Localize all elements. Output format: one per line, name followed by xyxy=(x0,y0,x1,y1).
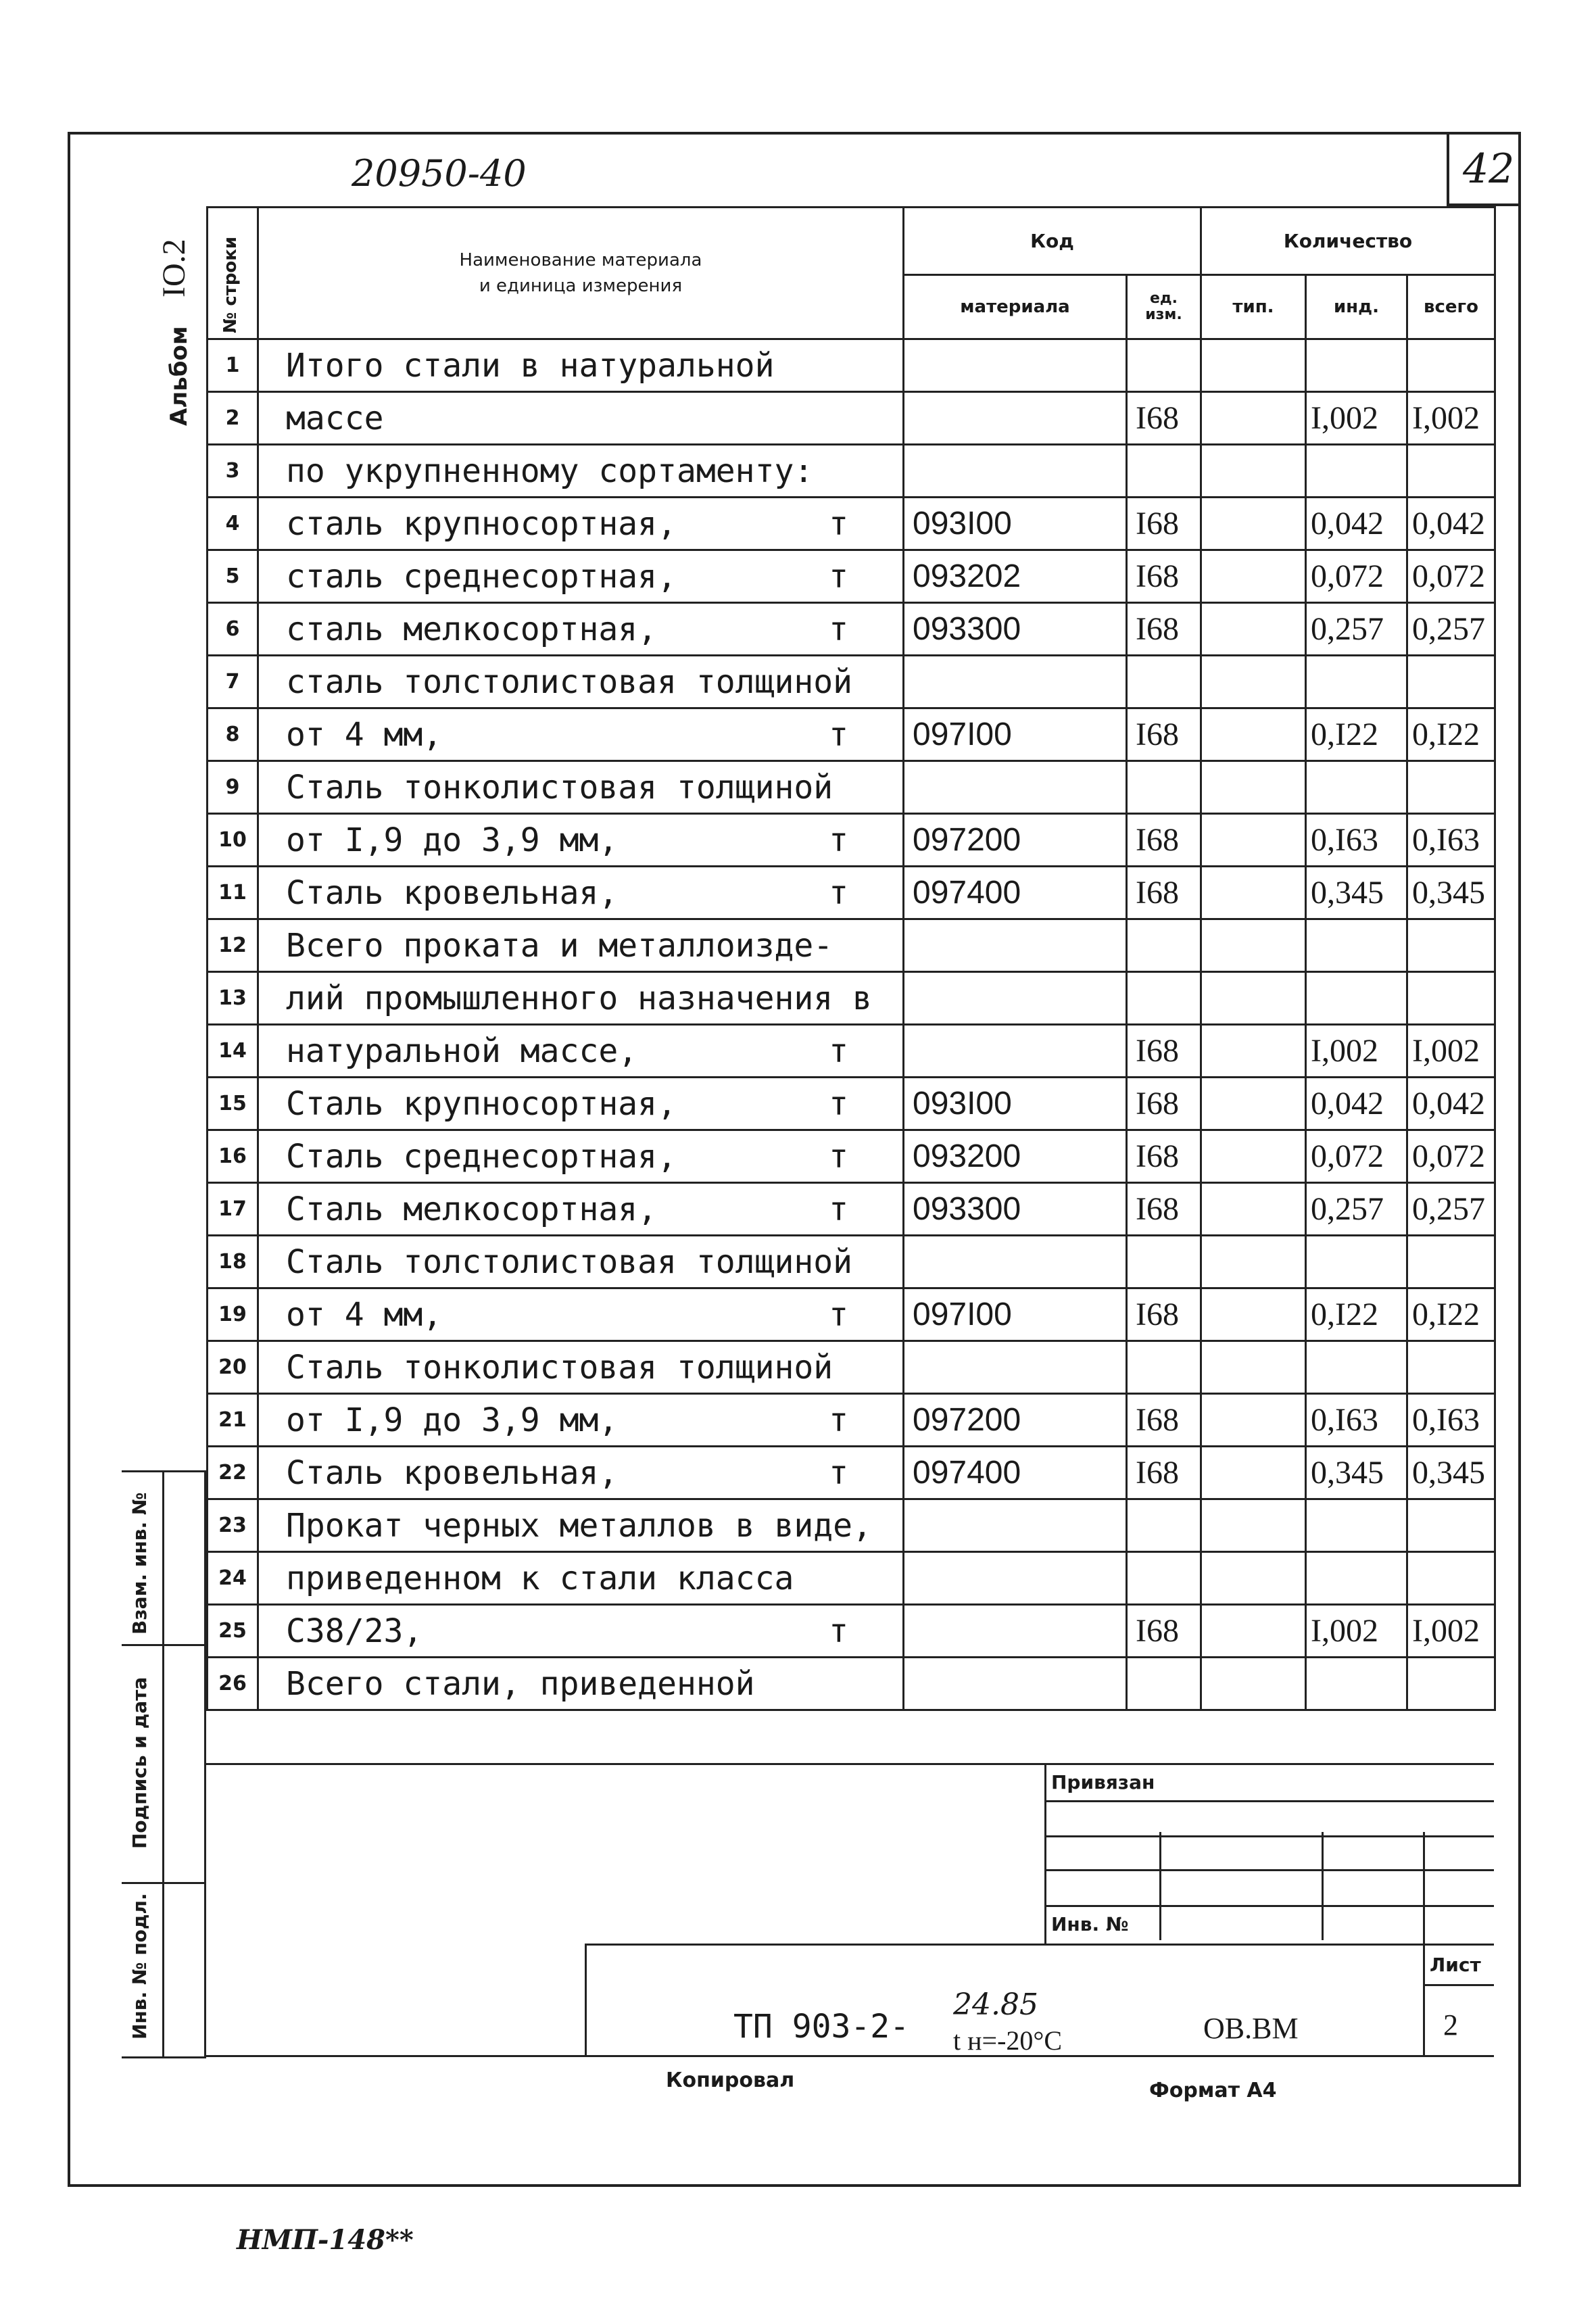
row-unit: т xyxy=(829,821,848,859)
row-qty-total: 0,042 xyxy=(1407,1078,1495,1130)
row-qty-tip xyxy=(1201,1130,1306,1183)
row-qty-tip xyxy=(1201,867,1306,919)
row-unit: т xyxy=(829,873,848,912)
row-qty-ind: I,002 xyxy=(1306,392,1407,445)
header-row-no: № строки xyxy=(208,208,258,339)
stamp-doc-code-hand: 24.85 xyxy=(953,1987,1038,2022)
row-unit-code: I68 xyxy=(1127,867,1201,919)
stamp-privyazan: Привязан xyxy=(1051,1771,1155,1793)
footer-copied: Копировал xyxy=(666,2069,795,2092)
row-material-code: 097I00 xyxy=(904,708,1127,761)
row-qty-total xyxy=(1407,1499,1495,1552)
row-material-code: 097400 xyxy=(904,867,1127,919)
row-qty-ind xyxy=(1306,445,1407,498)
row-material-code: 097200 xyxy=(904,814,1127,867)
row-material-code xyxy=(904,1025,1127,1078)
row-unit-code xyxy=(1127,1236,1201,1288)
row-name xyxy=(258,867,904,919)
row-unit-code xyxy=(1127,761,1201,814)
row-qty-tip xyxy=(1201,761,1306,814)
row-unit-code: I68 xyxy=(1127,550,1201,603)
row-qty-total xyxy=(1407,1236,1495,1288)
row-unit-code: I68 xyxy=(1127,603,1201,656)
row-qty-total xyxy=(1407,761,1495,814)
row-number: 19 xyxy=(208,1288,258,1341)
stamp-top-border xyxy=(206,1763,1494,1765)
row-number: 21 xyxy=(208,1394,258,1447)
row-number: 14 xyxy=(208,1025,258,1078)
row-material-code: 093200 xyxy=(904,1130,1127,1183)
header-name: Наименование материала и единица измерения xyxy=(258,208,904,339)
row-qty-tip xyxy=(1201,1552,1306,1605)
table-row xyxy=(208,1394,1495,1447)
row-qty-ind: 0,257 xyxy=(1306,603,1407,656)
row-material-code: 093300 xyxy=(904,603,1127,656)
table-row xyxy=(208,392,1495,445)
row-name xyxy=(258,919,904,972)
footer-format: Формат А4 xyxy=(1149,2079,1277,2102)
row-name xyxy=(258,1447,904,1499)
row-qty-ind xyxy=(1306,1236,1407,1288)
stamp-vline-5 xyxy=(585,1944,587,2055)
row-name-text: от I,9 до 3,9 мм, xyxy=(286,821,619,859)
table-row xyxy=(208,550,1495,603)
row-number: 6 xyxy=(208,603,258,656)
row-name-text: сталь толстолистовая толщиной xyxy=(286,662,853,701)
stamp-vline-2 xyxy=(1159,1832,1161,1940)
table-row xyxy=(208,445,1495,498)
row-name-text: приведенном к стали класса xyxy=(286,1559,794,1597)
stamp-line-2 xyxy=(1044,1835,1494,1837)
row-unit-code xyxy=(1127,972,1201,1025)
row-unit-code: I68 xyxy=(1127,1394,1201,1447)
row-name-text: Сталь мелкосортная, xyxy=(286,1190,658,1228)
row-qty-ind: 0,I22 xyxy=(1306,708,1407,761)
row-name-text: Итого стали в натуральной xyxy=(286,346,775,385)
row-name-text: Прокат черных металлов в виде, xyxy=(286,1506,872,1545)
row-unit-code: I68 xyxy=(1127,1078,1201,1130)
stamp-vline-1 xyxy=(1044,1763,1046,1944)
row-qty-tip xyxy=(1201,339,1306,392)
stamp-line-4 xyxy=(1044,1905,1494,1907)
stamp-mark: ОВ.ВМ xyxy=(1203,2012,1299,2045)
side-inv-podl-label: Инв. № подл. xyxy=(128,1893,151,2040)
row-qty-total xyxy=(1407,1552,1495,1605)
row-unit-code xyxy=(1127,1658,1201,1710)
table-row xyxy=(208,1447,1495,1499)
row-qty-total xyxy=(1407,445,1495,498)
row-name xyxy=(258,1394,904,1447)
row-unit-code xyxy=(1127,339,1201,392)
row-qty-total: 0,042 xyxy=(1407,498,1495,550)
row-qty-total xyxy=(1407,1658,1495,1710)
row-name-text: натуральной массе, xyxy=(286,1032,638,1070)
row-qty-ind xyxy=(1306,1552,1407,1605)
table-row xyxy=(208,656,1495,708)
header-code: Код xyxy=(904,208,1201,275)
row-qty-tip xyxy=(1201,1605,1306,1658)
row-name-text: Сталь толстолистовая толщиной xyxy=(286,1243,853,1281)
table-row xyxy=(208,972,1495,1025)
row-number: 5 xyxy=(208,550,258,603)
album-number: IO.2 xyxy=(156,239,192,297)
row-unit: т xyxy=(829,715,848,754)
table-row xyxy=(208,867,1495,919)
row-material-code xyxy=(904,919,1127,972)
table-row xyxy=(208,1236,1495,1288)
row-qty-tip xyxy=(1201,1394,1306,1447)
row-qty-total xyxy=(1407,972,1495,1025)
row-qty-ind: 0,I63 xyxy=(1306,814,1407,867)
row-name-text: лий промышленного назначения в xyxy=(286,979,872,1017)
row-number: 22 xyxy=(208,1447,258,1499)
row-qty-ind: 0,072 xyxy=(1306,1130,1407,1183)
row-qty-ind xyxy=(1306,972,1407,1025)
row-qty-tip xyxy=(1201,1658,1306,1710)
doc-number: 20950-40 xyxy=(352,152,527,195)
table-row xyxy=(208,919,1495,972)
table-row xyxy=(208,1552,1495,1605)
row-qty-tip xyxy=(1201,1288,1306,1341)
row-number: 11 xyxy=(208,867,258,919)
row-qty-tip xyxy=(1201,498,1306,550)
table-row xyxy=(208,814,1495,867)
table-row xyxy=(208,1605,1495,1658)
header-qty-tip: тип. xyxy=(1201,275,1306,339)
row-unit: т xyxy=(829,557,848,596)
row-name xyxy=(258,550,904,603)
side-strip-divider xyxy=(162,1470,164,2058)
stamp-sheet-label: Лист xyxy=(1430,1954,1481,1976)
header-qty-total: всего xyxy=(1407,275,1495,339)
row-qty-tip xyxy=(1201,814,1306,867)
stamp-doc-code: ТП 903-2- xyxy=(733,2008,910,2046)
row-name xyxy=(258,1341,904,1394)
row-qty-tip xyxy=(1201,445,1306,498)
row-name-text: Сталь среднесортная, xyxy=(286,1137,677,1176)
row-qty-ind xyxy=(1306,1658,1407,1710)
row-material-code: 097I00 xyxy=(904,1288,1127,1341)
row-material-code xyxy=(904,392,1127,445)
row-qty-tip xyxy=(1201,1499,1306,1552)
row-qty-tip xyxy=(1201,972,1306,1025)
table-row xyxy=(208,1288,1495,1341)
row-number: 8 xyxy=(208,708,258,761)
row-name xyxy=(258,1288,904,1341)
row-name-text: Сталь тонколистовая толщиной xyxy=(286,1348,833,1386)
table-row xyxy=(208,603,1495,656)
row-name xyxy=(258,392,904,445)
row-number: 12 xyxy=(208,919,258,972)
spec-body xyxy=(208,339,1495,1710)
row-unit-code xyxy=(1127,919,1201,972)
stamp-line-5 xyxy=(585,1944,1494,1946)
row-qty-ind xyxy=(1306,919,1407,972)
row-unit-code: I68 xyxy=(1127,1025,1201,1078)
row-qty-ind xyxy=(1306,339,1407,392)
row-qty-ind xyxy=(1306,656,1407,708)
row-unit: т xyxy=(829,1137,848,1176)
row-unit: т xyxy=(829,610,848,648)
row-unit-code xyxy=(1127,1552,1201,1605)
row-material-code xyxy=(904,1499,1127,1552)
row-name xyxy=(258,1025,904,1078)
row-name xyxy=(258,1605,904,1658)
header-code-material: материала xyxy=(904,275,1127,339)
row-unit: т xyxy=(829,1084,848,1123)
row-qty-total xyxy=(1407,656,1495,708)
row-qty-tip xyxy=(1201,392,1306,445)
row-qty-total xyxy=(1407,339,1495,392)
table-row xyxy=(208,1658,1495,1710)
row-number: 10 xyxy=(208,814,258,867)
header-qty: Количество xyxy=(1201,208,1495,275)
row-number: 23 xyxy=(208,1499,258,1552)
row-name-text: сталь крупносортная, xyxy=(286,504,677,543)
row-name-text: массе xyxy=(286,399,384,437)
row-material-code xyxy=(904,1236,1127,1288)
row-name xyxy=(258,1130,904,1183)
row-number: 3 xyxy=(208,445,258,498)
spec-table xyxy=(206,206,1496,1711)
row-qty-total: 0,345 xyxy=(1407,867,1495,919)
row-qty-tip xyxy=(1201,603,1306,656)
table-row xyxy=(208,761,1495,814)
row-unit-code: I68 xyxy=(1127,1183,1201,1236)
row-material-code xyxy=(904,339,1127,392)
row-qty-tip xyxy=(1201,708,1306,761)
row-unit-code: I68 xyxy=(1127,1288,1201,1341)
row-material-code: 093202 xyxy=(904,550,1127,603)
row-name-text: от I,9 до 3,9 мм, xyxy=(286,1401,619,1439)
stamp-inv-no: Инв. № xyxy=(1051,1913,1129,1935)
row-number: 15 xyxy=(208,1078,258,1130)
row-material-code xyxy=(904,1605,1127,1658)
header-code-unit: ед. изм. xyxy=(1127,275,1201,339)
row-unit-code xyxy=(1127,1499,1201,1552)
row-unit-code: I68 xyxy=(1127,1130,1201,1183)
table-row xyxy=(208,339,1495,392)
row-number: 20 xyxy=(208,1341,258,1394)
row-qty-total xyxy=(1407,919,1495,972)
row-unit-code: I68 xyxy=(1127,708,1201,761)
side-podpis-label: Подпись и дата xyxy=(128,1676,151,1849)
row-qty-tip xyxy=(1201,656,1306,708)
row-qty-ind: 0,I22 xyxy=(1306,1288,1407,1341)
row-qty-ind: I,002 xyxy=(1306,1605,1407,1658)
row-name xyxy=(258,708,904,761)
row-unit: т xyxy=(829,1295,848,1334)
row-unit-code xyxy=(1127,656,1201,708)
row-name xyxy=(258,761,904,814)
table-row xyxy=(208,1183,1495,1236)
row-qty-ind xyxy=(1306,1499,1407,1552)
row-number: 9 xyxy=(208,761,258,814)
row-name xyxy=(258,1499,904,1552)
row-name-text: С38/23, xyxy=(286,1612,423,1650)
row-material-code xyxy=(904,445,1127,498)
row-name-text: Сталь тонколистовая толщиной xyxy=(286,768,833,806)
row-qty-ind xyxy=(1306,761,1407,814)
row-qty-tip xyxy=(1201,1078,1306,1130)
row-number: 17 xyxy=(208,1183,258,1236)
stamp-vline-4 xyxy=(1423,1832,1425,2055)
row-qty-total: 0,257 xyxy=(1407,1183,1495,1236)
row-qty-ind: 0,042 xyxy=(1306,498,1407,550)
row-material-code: 097400 xyxy=(904,1447,1127,1499)
row-unit: т xyxy=(829,1453,848,1492)
row-unit: т xyxy=(829,1190,848,1228)
row-unit-code: I68 xyxy=(1127,814,1201,867)
row-qty-total: 0,I22 xyxy=(1407,1288,1495,1341)
row-qty-tip xyxy=(1201,919,1306,972)
row-qty-ind: 0,072 xyxy=(1306,550,1407,603)
row-qty-total: 0,I63 xyxy=(1407,1394,1495,1447)
row-unit-code: I68 xyxy=(1127,392,1201,445)
row-qty-total: 0,072 xyxy=(1407,1130,1495,1183)
table-row xyxy=(208,1078,1495,1130)
row-name xyxy=(258,1078,904,1130)
sheet-corner-number: 42 xyxy=(1463,145,1515,193)
row-name xyxy=(258,972,904,1025)
row-qty-tip xyxy=(1201,1025,1306,1078)
row-qty-total: 0,257 xyxy=(1407,603,1495,656)
row-qty-total: 0,I22 xyxy=(1407,708,1495,761)
row-material-code xyxy=(904,1658,1127,1710)
footer-bottom-note: НМП-148** xyxy=(237,2224,414,2256)
row-name-text: от 4 мм, xyxy=(286,1295,443,1334)
stamp-temperature: t н=-20°С xyxy=(953,2025,1063,2056)
row-qty-tip xyxy=(1201,1447,1306,1499)
row-name xyxy=(258,1183,904,1236)
row-unit: т xyxy=(829,504,848,543)
row-qty-total: 0,072 xyxy=(1407,550,1495,603)
row-number: 25 xyxy=(208,1605,258,1658)
stamp-line-1 xyxy=(1044,1800,1494,1802)
row-name-text: сталь среднесортная, xyxy=(286,557,677,596)
row-name xyxy=(258,603,904,656)
row-qty-tip xyxy=(1201,1183,1306,1236)
row-name-text: Сталь крупносортная, xyxy=(286,1084,677,1123)
row-qty-total: I,002 xyxy=(1407,1605,1495,1658)
row-unit-code xyxy=(1127,445,1201,498)
row-qty-total xyxy=(1407,1341,1495,1394)
row-unit-code: I68 xyxy=(1127,1447,1201,1499)
row-qty-tip xyxy=(1201,1341,1306,1394)
row-unit: т xyxy=(829,1612,848,1650)
row-number: 2 xyxy=(208,392,258,445)
row-qty-ind: 0,042 xyxy=(1306,1078,1407,1130)
row-name-text: Всего проката и металлоизде- xyxy=(286,926,833,965)
row-name-text: Сталь кровельная, xyxy=(286,873,619,912)
row-material-code xyxy=(904,761,1127,814)
stamp-bottom-border xyxy=(206,2055,1494,2057)
row-material-code: 093I00 xyxy=(904,1078,1127,1130)
table-row xyxy=(208,1341,1495,1394)
row-qty-total: 0,I63 xyxy=(1407,814,1495,867)
row-qty-tip xyxy=(1201,1236,1306,1288)
row-name-text: сталь мелкосортная, xyxy=(286,610,658,648)
row-qty-ind: 0,345 xyxy=(1306,1447,1407,1499)
row-qty-ind: 0,257 xyxy=(1306,1183,1407,1236)
row-qty-ind: I,002 xyxy=(1306,1025,1407,1078)
row-number: 13 xyxy=(208,972,258,1025)
row-material-code: 093300 xyxy=(904,1183,1127,1236)
row-name xyxy=(258,1658,904,1710)
table-row xyxy=(208,1025,1495,1078)
row-qty-total: I,002 xyxy=(1407,392,1495,445)
sheet-corner-box xyxy=(1447,132,1521,206)
row-number: 4 xyxy=(208,498,258,550)
header-qty-ind: инд. xyxy=(1306,275,1407,339)
row-material-code: 097200 xyxy=(904,1394,1127,1447)
stamp-sheet-number: 2 xyxy=(1443,2008,1458,2042)
stamp-line-3 xyxy=(1044,1869,1494,1871)
row-name xyxy=(258,498,904,550)
row-unit-code xyxy=(1127,1341,1201,1394)
row-name xyxy=(258,445,904,498)
side-vzam-label: Взам. инв. № xyxy=(128,1492,151,1635)
row-name xyxy=(258,1236,904,1288)
row-number: 26 xyxy=(208,1658,258,1710)
table-row xyxy=(208,1499,1495,1552)
row-number: 16 xyxy=(208,1130,258,1183)
row-qty-ind: 0,345 xyxy=(1306,867,1407,919)
stamp-vline-3 xyxy=(1322,1832,1324,1940)
row-name xyxy=(258,814,904,867)
row-name xyxy=(258,1552,904,1605)
row-material-code xyxy=(904,1552,1127,1605)
row-qty-total: I,002 xyxy=(1407,1025,1495,1078)
row-name-text: по укрупненному сортаменту: xyxy=(286,452,814,490)
row-material-code xyxy=(904,972,1127,1025)
row-name xyxy=(258,656,904,708)
row-qty-ind: 0,I63 xyxy=(1306,1394,1407,1447)
album-label: Альбом xyxy=(166,326,193,426)
row-number: 7 xyxy=(208,656,258,708)
row-unit: т xyxy=(829,1032,848,1070)
row-name-text: от 4 мм, xyxy=(286,715,443,754)
table-row xyxy=(208,1130,1495,1183)
row-qty-total: 0,345 xyxy=(1407,1447,1495,1499)
row-number: 1 xyxy=(208,339,258,392)
row-unit-code: I68 xyxy=(1127,498,1201,550)
row-material-code: 093I00 xyxy=(904,498,1127,550)
row-material-code xyxy=(904,1341,1127,1394)
row-name-text: Сталь кровельная, xyxy=(286,1453,619,1492)
row-qty-tip xyxy=(1201,550,1306,603)
row-number: 18 xyxy=(208,1236,258,1288)
table-row xyxy=(208,498,1495,550)
row-name-text: Всего стали, приведенной xyxy=(286,1664,755,1703)
row-number: 24 xyxy=(208,1552,258,1605)
row-unit: т xyxy=(829,1401,848,1439)
stamp-line-6 xyxy=(1423,1984,1494,1986)
row-name xyxy=(258,339,904,392)
row-unit-code: I68 xyxy=(1127,1605,1201,1658)
table-row xyxy=(208,708,1495,761)
row-material-code xyxy=(904,656,1127,708)
row-qty-ind xyxy=(1306,1341,1407,1394)
